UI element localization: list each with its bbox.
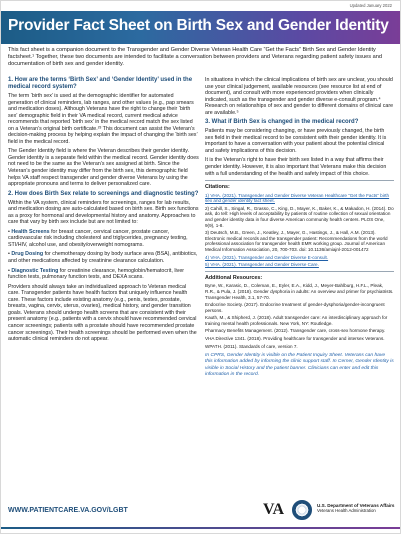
section-1-paragraph-2: The Gender Identity field is where the Veteran describes their gender identity. Gender identity is a separate field within the medical record. Gender identity does not need to be the same as the Veteran’s sex assigned at birth. Since the Veteran’s gender identity may differ from the birth sex, this demographic field helps VA staff respect transgender and gender diverse Veterans by using the appropriate pronouns and terms to deliver personalized care.	[8, 148, 199, 188]
updated-date: Updated January 2022	[349, 3, 392, 8]
bullet-health-screens	[8, 229, 199, 249]
citation-link[interactable]: 1) VHA. (2021). Transgender and Gender Diverse Veteran Healthcare “Get the Facts” birth sex and gender identity fact sheet.	[205, 192, 390, 204]
bullet-diagnostic-testing	[8, 268, 199, 281]
citations-heading: Citations:	[205, 184, 230, 191]
divider	[205, 180, 394, 181]
intro-paragraph: This fact sheet is a companion document to the Transgender and Gender Diverse Veteran Health Care “Get the Facts” Birth Sex and Gender Identity factsheet.¹ Together, these two documents are intended to facilitate a conversation between providers and Veterans regarding patient safety issues and documentation of birth sex and gender identity.	[8, 47, 382, 68]
section-2-paragraph-1: Within the VA system, clinical reminders for screenings, ranges for lab results, and medication dosing are auto-calculated based on birth sex. Birth sex functions as a proxy for hormonal and developmental history and anatomy. Approaches to care that vary by birth sex include but are not limited to:	[8, 199, 199, 226]
bottom-rule	[1, 527, 400, 529]
citation: 2) Cahill, S., Singal, R., Grasso, C., King, D., Mayer, K., Baker, K., & Makadon, H. (2014). Do ask, do tell: High levels of acceptability by patients of routine collection of sexual orientation and gender identity data in four diverse American community health centers. PLOS One, 9(9), 1-8.	[205, 205, 394, 228]
bullet-drug-dosing	[8, 251, 199, 264]
cprs-note: In CPRS, Gender Identity is visible on the Patient Inquiry Sheet. Veterans can have this information added by informing the clinic support staff. In Cerner, Gender Identity is visible in Social History and the patient banner. Clinicians can enter and edit this information in the record.	[205, 353, 394, 377]
department-name	[317, 503, 394, 514]
resource-item: Kauth, M., & Shipherd, J. (2018). Adult transgender care: An interdisciplinary approach for training mental health professionals. New York, NY: Routledge.	[205, 315, 388, 326]
bullet-label: Health Screens	[11, 228, 50, 235]
bullet-dot: •	[8, 228, 12, 235]
va-seal-icon	[292, 500, 312, 520]
resource-item: VHA Directive 1341. (2018). Providing healthcare for transgender and intersex Veterans.	[205, 336, 385, 342]
bullet-dot: •	[8, 267, 12, 274]
section-3-paragraph-1: Patients may be considering changing, or have previously changed, the birth sex field in their medical record to be consistent with their gender identity. It is important to have a conversation with your patient about the potential clinical and safety implications of this decision.	[205, 128, 387, 154]
section-2-paragraph-3: In situations in which the clinical implications of birth sex are unclear, you should use your clinical judgement, available resources (see resource list at end of document), and consult with more experienced providers when clinically indicated, such as the transgender and gender diverse e-consult program.⁴ Research on relationships of sex and gender to different domains of clinical care are available.⁵	[205, 77, 394, 116]
bullet-label: Diagnostic Testing	[11, 267, 59, 274]
footer-url-link[interactable]: WWW.PATIENTCARE.VA.GOV/LGBT	[8, 507, 128, 514]
right-column	[205, 77, 394, 378]
additional-resources-heading: Additional Resources:	[205, 274, 263, 281]
bullet-text: for chemotherapy dosing by body surface area (BSA), antibiotics, and other medications affected by creatinine clearance calculation.	[8, 251, 198, 265]
citation-link[interactable]: 4) VHA. (2021). Transgender and Gender Diverse E-consult.	[205, 254, 329, 260]
divider	[205, 271, 394, 272]
section-2-paragraph-2: Providers should always take an individualized approach to Veteran medical care. Transgender patients have health factors that uniquely influence health care. These factors include existing anatomy (e.g., penis, testes, prostate, breasts, vagina, cervix, uterus, ovaries), medical history, and gender transition goals. Veterans should undergo health screens that are consistent with their present anatomy (e.g., patients with a cervix should have recommended cervical cancer screenings; patients with a prostate should have recommended prostate cancer screenings). Their health screenings should be performed even when the automatic clinical reminders do not appear.	[8, 283, 197, 343]
section-3-paragraph-2: It is the Veteran’s right to have their birth sex listed in a way that affirms their gender identity. However, it is also important that Veterans make this decision with a full understanding of the health and safety impact of this choice.	[205, 157, 387, 177]
va-logo: VA	[263, 501, 285, 518]
left-column	[8, 77, 199, 346]
citation: 3) Deutsch, M.B., Green, J., Keatley, J., Mayer, G., Hastings, J., & Hall, A.M. (2013). Electronic medical records and the transgender patient: Recommendations from the world professional association for transgender health EMR working group. Journal of American Medical Information Association, 20, 700-703. doi: 10.1136/amiajnl-2012-001472	[205, 230, 388, 252]
title-banner	[1, 11, 400, 44]
resource-item: Pharmacy Benefits Management. (2012). Transgender care, cross-sex hormone therapy.	[205, 328, 386, 334]
department-line-2: Veterans Health Administration	[317, 508, 376, 514]
bullet-label: Drug Dosing	[11, 251, 44, 258]
section-1-heading: 1. How are the terms ‘Birth Sex’ and ‘Gender Identity’ used in the medical record system?	[8, 77, 193, 90]
resource-item: WPATH. (2011). Standards of care, version 7.	[205, 343, 298, 349]
section-3-heading: 3. What if Birth Sex is changed in the medical record?	[205, 119, 359, 126]
bullet-text: for breast cancer, cervical cancer, prostate cancer, cardiovascular risk including cholesterol and triglycerides, pregnancy testing, STI/HIV, alcohol use, and obesity/overweight nomograms.	[8, 228, 188, 248]
bullet-text: for creatinine clearance, hemoglobin/hematocrit, liver function tests, pulmonary function tests, and DEXA scans.	[8, 267, 185, 281]
section-1-paragraph-1: The term ‘birth sex’ is used at the demographic identifier for automated generation of clinical reminders, lab ranges, and other values (e.g., pap smears and medication doses). Although Veterans have the right to change their ‘birth sex’ demographic field in their VA medical record, current medical advice recommends that reported ‘birth sex’ in the medical record match the sex listed on a Veteran’s original birth certificate.²³ This document can assist the Veteran’s decision-making process by helping explain the impact of changing the ‘birth sex’ field in the medical record.	[8, 93, 198, 145]
citation-link[interactable]: 5) VHA. (2021). Transgender and Gender Diverse Care.	[205, 262, 319, 268]
resource-item: Endocrine Society. (2017). Endocrine treatment of gender-dysphoria/gender-incongruent persons.	[205, 302, 385, 313]
resource-item: Byne, W., Karasic, D., Coleman, E., Eyler, E.A., Kidd, J., Meyer-Bahlburg, H.F.L., Pleak, R.R., & Pula, J. (2018). Gender dysphoria in adults: An overview and primer for psychiatrists. Transgender Health, 3.1, 57-70.	[205, 283, 394, 300]
section-2-heading: 2. How does Birth Sex relate to screenings and diagnostic testing?	[8, 190, 199, 197]
bullet-dot: •	[8, 251, 12, 258]
department-line-1: U.S. Department of Veterans Affairs	[317, 503, 395, 508]
page-title: Provider Fact Sheet on Birth Sex and Gender Identity	[8, 17, 389, 34]
